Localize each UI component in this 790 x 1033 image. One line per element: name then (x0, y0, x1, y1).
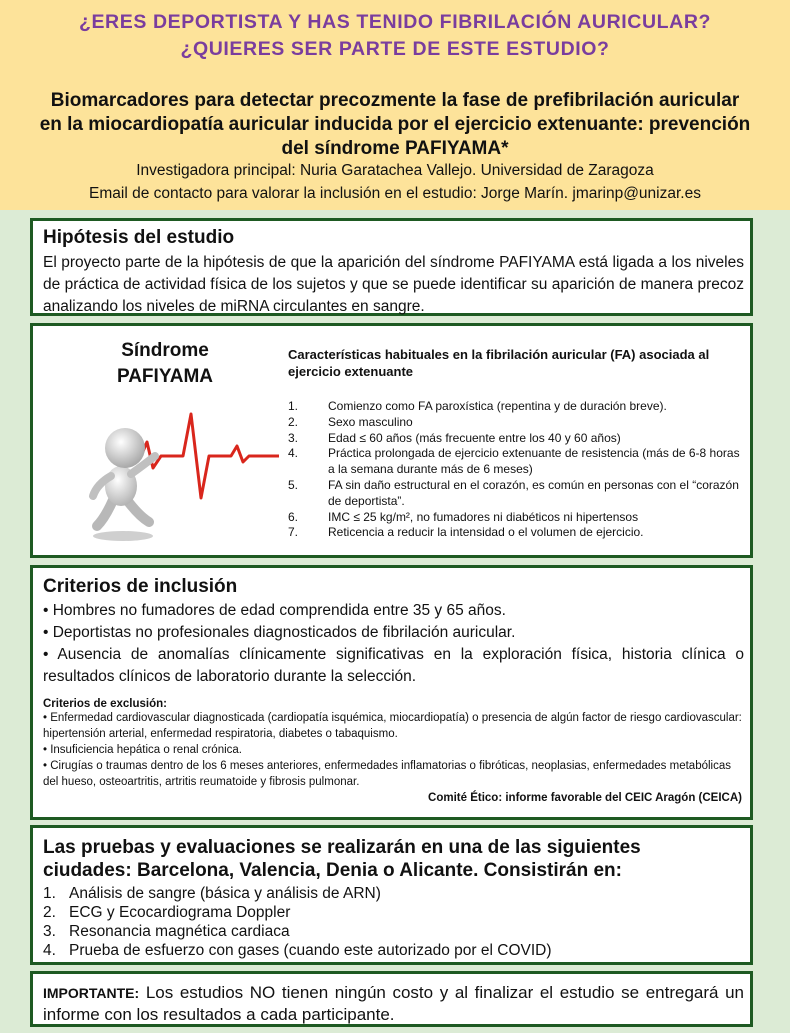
syndrome-title-line1: Síndrome (121, 340, 209, 361)
list-item: • Ausencia de anomalías clínicamente significativas en la exploración física, historia clínica o resultados clínicos de laboratorio durante la selección. (43, 646, 744, 685)
headline-question-1: ¿ERES DEPORTISTA Y HAS TENIDO FIBRILACIÓN AURICULAR? (78, 11, 712, 33)
list-item: 7. Reticencia a reducir la intensidad o el volumen de ejercicio. (288, 525, 644, 540)
list-item: • Enfermedad cardiovascular diagnosticada (cardiopatía isquémica, miocardiopatía) o presencia de algún factor de riesgo cardiovascular: hipertensión arterial, enfermedad respiratoria, diabetes o tabaquismo. (43, 712, 742, 740)
study-title-line: del síndrome PAFIYAMA* (281, 138, 509, 159)
list-item: 2. ECG y Ecocardiograma Doppler (43, 904, 291, 921)
list-item: • Insuficiencia hepática o renal crónica. (43, 744, 242, 756)
inclusion-title: Criterios de inclusión (43, 576, 238, 597)
runner-heartbeat-illustration (83, 396, 283, 546)
characteristics-list (288, 399, 748, 541)
list-item: • Deportistas no profesionales diagnosticados de fibrilación auricular. (43, 624, 516, 641)
tests-box (30, 825, 753, 965)
exclusion-title: Criterios de exclusión: (43, 698, 167, 710)
tests-heading-line: Las pruebas y evaluaciones se realizarán en una de las siguientes (43, 837, 641, 858)
list-item: 1. Análisis de sangre (básica y análisis de ARN) (43, 885, 381, 902)
list-item: 3. Resonancia magnética cardiaca (43, 923, 290, 940)
tests-heading (43, 836, 744, 882)
list-item: • Cirugías o traumas dentro de los 6 meses anteriores, enfermedades inflamatorias o fibróticas, neoplasias, enfermedades metabólicas del hueso, osteoartritis, artritis reumatoide y fibrosis pulmonar. (43, 760, 731, 788)
inclusion-box (30, 565, 753, 820)
list-item: 5. FA sin daño estructural en el corazón, es común en personas con el “corazón de deportista”. (288, 477, 739, 508)
ethics-committee-note: Comité Ético: informe favorable del CEIC Aragón (CEICA) (428, 792, 742, 804)
principal-investigator: Investigadora principal: Nuria Garatachea Vallejo. Universidad de Zaragoza (136, 162, 654, 179)
hypothesis-title: Hipótesis del estudio (43, 227, 235, 248)
syndrome-title (105, 338, 225, 390)
study-title-line: en la miocardiopatía auricular inducida por el ejercicio extenuante: prevención (39, 114, 751, 135)
hypothesis-text: El proyecto parte de la hipótesis de que la aparición del síndrome PAFIYAMA está ligada a los niveles de práctica de actividad física de los sujetos y que se puede identificar su aparición de manera precoz analizando los niveles de miRNA circulantes en sangre. (43, 254, 744, 315)
tests-list (43, 884, 744, 960)
contact-email: Email de contacto para valorar la inclusión en el estudio: Jorge Marín. jmarinp@unizar.es (89, 185, 701, 202)
important-text: Los estudios NO tienen ningún costo y al finalizar el estudio se entregará un informe con los resultados a cada participante. (43, 983, 744, 1024)
hypothesis-box (30, 218, 753, 316)
list-item: 6. IMC ≤ 25 kg/m², no fumadores ni diabéticos ni hipertensos (288, 509, 639, 524)
list-item: 4. Prueba de esfuerzo con gases (cuando este autorizado por el COVID) (43, 942, 552, 959)
list-item: 1. Comienzo como FA paroxística (repentina y de duración breve). (288, 399, 667, 413)
characteristics-title: Características habituales en la fibrilación auricular (FA) asociada al ejercicio extenuante (288, 347, 710, 379)
syndrome-title-line2: PAFIYAMA (116, 366, 214, 387)
exclusion-list (43, 710, 744, 790)
inclusion-list (43, 600, 744, 688)
list-item: • Hombres no fumadores de edad comprendida entre 35 y 65 años. (43, 602, 506, 619)
study-title (0, 89, 790, 161)
headline-question-2: ¿QUIERES SER PARTE DE ESTE ESTUDIO? (180, 38, 610, 60)
list-item: 3. Edad ≤ 60 años (más frecuente entre los 40 y 60 años) (288, 430, 621, 445)
important-box (30, 971, 753, 1027)
list-item: 2. Sexo masculino (288, 414, 413, 429)
tests-heading-line: ciudades: Barcelona, Valencia, Denia o Alicante. Consistirán en: (43, 860, 622, 881)
header-banner (0, 0, 790, 210)
important-label: IMPORTANTE: (43, 985, 140, 1001)
important-note (43, 982, 744, 1025)
syndrome-box (30, 323, 753, 558)
list-item: 4. Práctica prolongada de ejercicio extenuante de resistencia (más de 6-8 horas a la semana durante más de 6 meses) (288, 446, 740, 477)
study-title-line: Biomarcadores para detectar precozmente la fase de prefibrilación auricular (50, 90, 740, 111)
